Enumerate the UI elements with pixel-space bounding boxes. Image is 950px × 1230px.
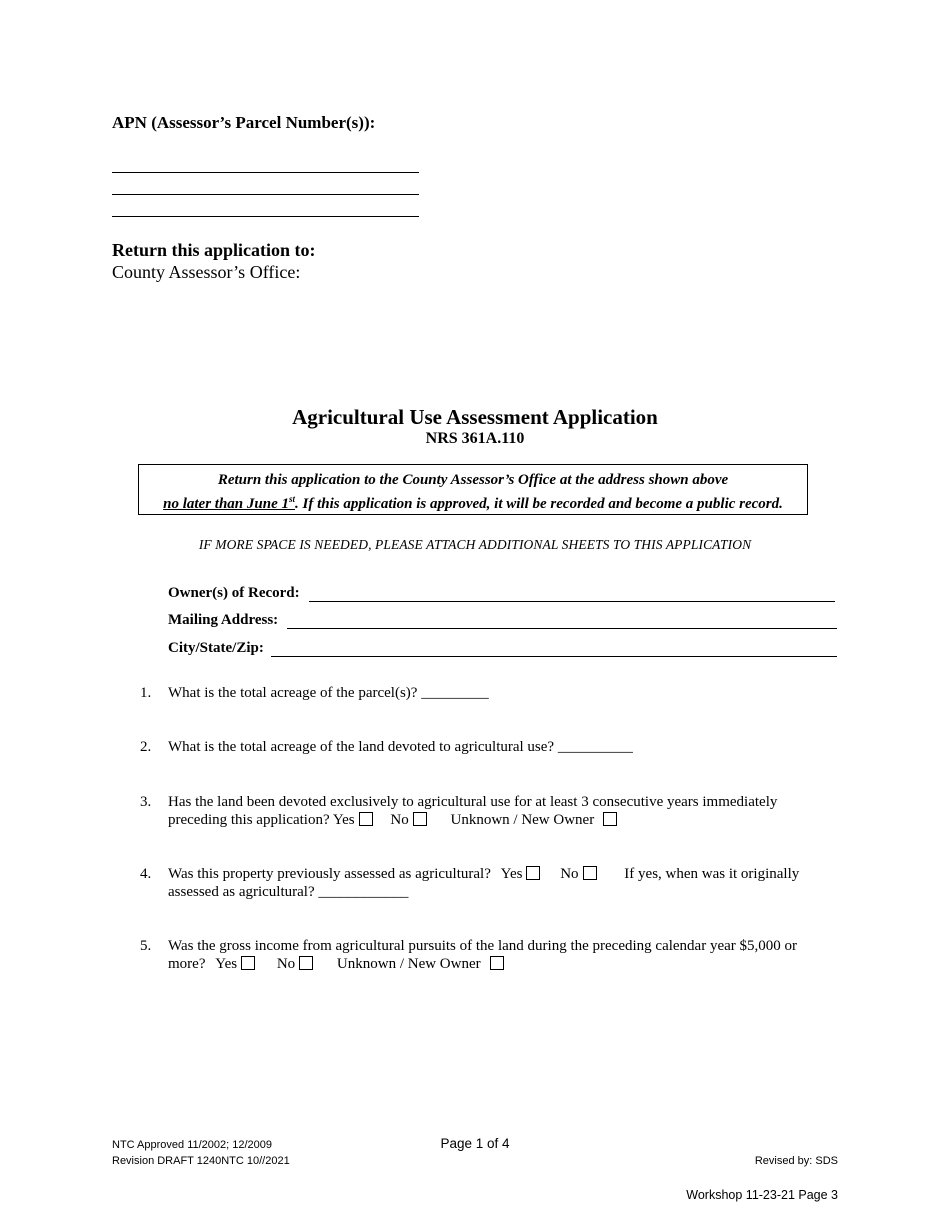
q4-line-2: assessed as agricultural? ____________ <box>168 884 409 900</box>
q3-line-2: preceding this application? Yes No Unknown / New Owner <box>168 812 617 829</box>
notice-line-1: Return this application to the County Assessor’s Office at the address shown above <box>217 472 729 488</box>
owner-input[interactable] <box>309 601 835 602</box>
city-label: City/State/Zip: <box>168 640 264 656</box>
return-office: County Assessor’s Office: <box>112 262 301 282</box>
q3-unknown-label: Unknown / New Owner <box>450 812 595 828</box>
q5-no-label: No <box>276 956 296 972</box>
city-input[interactable] <box>271 656 837 657</box>
form-title: Agricultural Use Assessment Application <box>292 405 658 429</box>
q5-line-2: more? Yes No Unknown / New Owner <box>168 956 504 973</box>
notice-deadline: no later than June 1st <box>163 494 295 512</box>
q3-yes-label: Yes <box>332 812 355 828</box>
notice-line-2: no later than June 1st. If this application is approved, it will be recorded and become a public record. <box>163 494 783 512</box>
form-statute: NRS 361A.110 <box>425 430 525 447</box>
apn-label: APN (Assessor’s Parcel Number(s)): <box>112 113 376 132</box>
apn-line-3[interactable] <box>112 216 419 217</box>
q3-no-checkbox[interactable] <box>413 812 427 826</box>
footer-approved: NTC Approved 11/2002; 12/2009 <box>112 1139 273 1151</box>
attach-note: IF MORE SPACE IS NEEDED, PLEASE ATTACH ADDITIONAL SHEETS TO THIS APPLICATION <box>198 537 752 552</box>
q3-no-label: No <box>390 812 409 828</box>
q5-no-checkbox[interactable] <box>299 956 313 970</box>
q5-yes-checkbox[interactable] <box>241 956 255 970</box>
notice-box <box>138 464 808 515</box>
mailing-input[interactable] <box>287 628 837 629</box>
q1-text: What is the total acreage of the parcel(s)? _________ <box>168 685 489 701</box>
q4-line-1: Was this property previously assessed as agricultural? Yes No If yes, when was it originally <box>168 866 800 882</box>
q2-text: What is the total acreage of the land devoted to agricultural use? __________ <box>168 739 633 755</box>
footer-page: Page 1 of 4 <box>440 1136 510 1151</box>
mailing-label: Mailing Address: <box>168 612 279 628</box>
q3-yes-checkbox[interactable] <box>359 812 373 826</box>
q4-yes-checkbox[interactable] <box>526 866 540 880</box>
q5-unknown-checkbox[interactable] <box>490 956 504 970</box>
q1-acreage-blank[interactable]: _________ <box>421 685 489 701</box>
apn-line-1[interactable] <box>112 172 419 173</box>
q2-number: 2. <box>140 739 152 755</box>
q4-if-yes: If yes, when was it originally <box>624 866 800 882</box>
return-label: Return this application to: <box>112 240 316 260</box>
apn-line-2[interactable] <box>112 194 419 195</box>
q5-line-1: Was the gross income from agricultural pursuits of the land during the preceding calendar year $5,000 or <box>168 938 798 954</box>
q5-unknown-label: Unknown / New Owner <box>336 956 481 972</box>
q5-yes-label: Yes <box>215 956 238 972</box>
q3-line-1: Has the land been devoted exclusively to agricultural use for at least 3 consecutive years immediately <box>168 794 778 810</box>
footer-workshop: Workshop 11-23-21 Page 3 <box>686 1188 838 1202</box>
q3-number: 3. <box>140 794 152 810</box>
q4-yes-label: Yes <box>500 866 523 882</box>
q1-number: 1. <box>140 685 152 701</box>
q4-number: 4. <box>140 866 152 882</box>
footer-revision: Revision DRAFT 1240NTC 10//2021 <box>112 1155 290 1167</box>
owner-label: Owner(s) of Record: <box>168 585 300 601</box>
q5-number: 5. <box>140 938 152 954</box>
q4-no-label: No <box>560 866 579 882</box>
q2-acreage-blank[interactable]: __________ <box>557 739 633 755</box>
q4-no-checkbox[interactable] <box>583 866 597 880</box>
q4-date-blank[interactable]: ____________ <box>318 884 409 900</box>
q3-unknown-checkbox[interactable] <box>603 812 617 826</box>
footer-revised-by: Revised by: SDS <box>754 1155 838 1167</box>
